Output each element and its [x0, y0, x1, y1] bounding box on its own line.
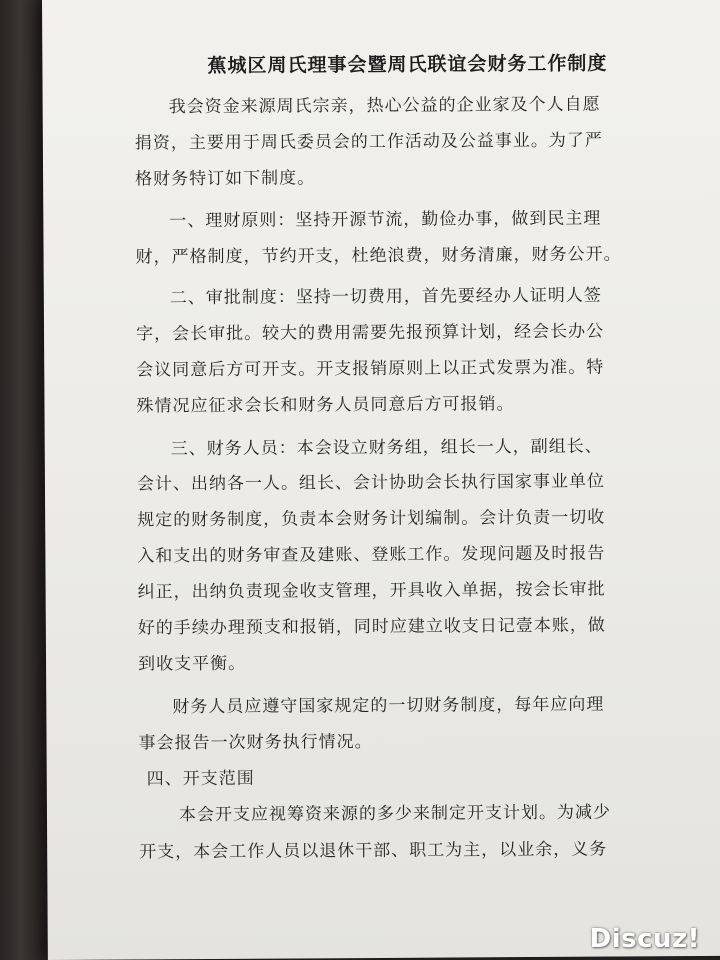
- text-line: 三、财务人员：本会设立财务组，组长一人，副组长、: [170, 436, 603, 460]
- text-line: 本会开支应视筹资来源的多少来制定开支计划。为减少: [178, 802, 612, 826]
- text-line: 开支，本会工作人员以退休干部、职工为主，以业余，义务: [139, 839, 608, 863]
- text-line: 捐资，主要用于周氏委员会的工作活动及公益事业。为了严: [134, 130, 603, 154]
- text-line: 入和支出的财务审查及建账、登账工作。发现问题及时报告: [137, 543, 606, 567]
- text-line: 规定的财务制度，负责本会财务计划编制。会计负责一切收: [137, 507, 606, 531]
- text-line: 我会资金来源周氏宗亲，热心公益的企业家及个人自愿: [168, 94, 601, 118]
- text-line: 财务人员应遵守国家规定的一切财务制度，每年应向理: [172, 694, 605, 718]
- text-line: 字，会长审批。较大的费用需要先报预算计划，经会长办公: [135, 321, 605, 345]
- section-heading: 四、开支范围: [146, 768, 255, 790]
- text-line: 到收支平衡。: [137, 653, 247, 675]
- text-line: 纠正，出纳负责现金收支管理，开具收入单据，按会长审批: [137, 579, 606, 603]
- text-line: 会计、出纳各一人。组长、会计协助会长执行国家事业单位: [136, 471, 606, 495]
- text-line: 财，严格制度，节约开支，杜绝浪费，财务清廉，财务公开。: [135, 244, 622, 268]
- document-title: 蕉城区周氏理事会暨周氏联谊会财务工作制度: [207, 52, 608, 77]
- text-line: 好的手续办理预支和报销，同时应建立收支日记壹本账，做: [137, 615, 606, 639]
- discuz-watermark: Discuz!: [589, 924, 700, 954]
- text-line: 一、理财原则：坚持开源节流，勤俭办事，做到民主理: [169, 208, 602, 232]
- text-line: 格财务特订如下制度。: [135, 168, 316, 190]
- text-line: 会议同意后方可开支。开支报销原则上以正式发票为准。特: [136, 357, 605, 381]
- text-line: 殊情况应征求会长和财务人员同意后方可报销。: [136, 394, 515, 417]
- text-line: 二、审批制度：坚持一切费用，首先要经办人证明人签: [169, 285, 602, 309]
- paper-page: [42, 0, 720, 960]
- text-line: 事会报告一次财务执行情况。: [138, 731, 373, 754]
